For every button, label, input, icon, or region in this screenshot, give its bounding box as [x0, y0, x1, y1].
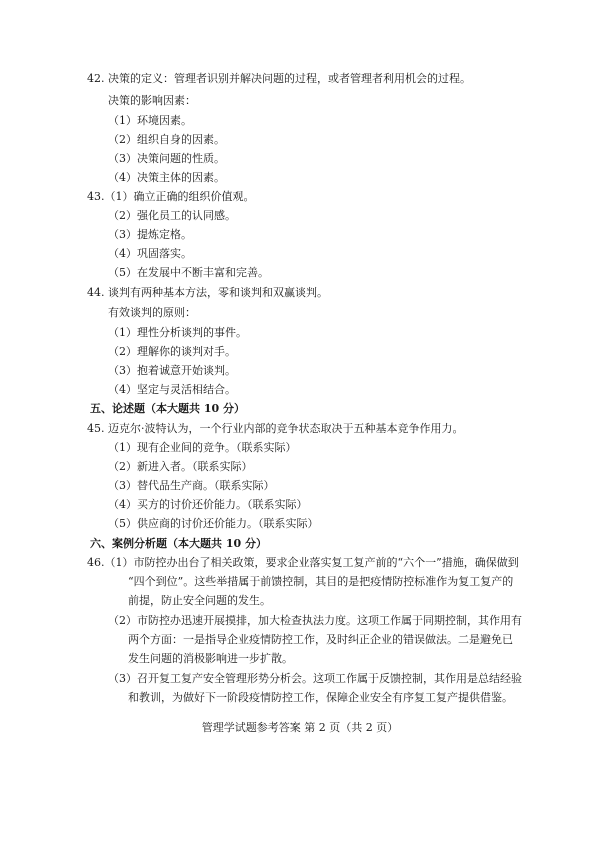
answer-46-continuation: “四个到位”。这些举措属于前馈控制，其目的是把疫情防控标准作为复工复产的 — [128, 575, 514, 588]
answer-46-continuation: 前提，防止安全问题的发生。 — [128, 594, 271, 607]
answer-46-line: 46.（1）市防控办出台了相关政策，要求企业落实复工复产前的“六个一”措施，确保做到 — [87, 556, 519, 569]
answer-45-item: （1）现有企业间的竞争。（联系实际） — [108, 441, 297, 454]
answer-43-line: 43.（1）确立正确的组织价值观。 — [87, 190, 255, 203]
answer-43-item: （4）巩固落实。 — [108, 247, 192, 260]
answer-46-item: （3）召开复工复产安全管理形势分析会。这项工作属于反馈控制，其作用是总结经验 — [108, 672, 522, 685]
answer-42-item: （4）决策主体的因素。 — [108, 171, 225, 184]
answer-46-continuation: 两个方面：一是指导企业疫情防控工作，及时纠正企业的错误做法。二是避免已 — [128, 633, 513, 646]
answer-43-item: （3）提炼定格。 — [108, 228, 192, 241]
answer-44-item: （4）坚定与灵活相结合。 — [108, 383, 236, 396]
answer-46-continuation: 和教训，为做好下一阶段疫情防控工作，保障企业安全有序复工复产提供借鉴。 — [128, 691, 513, 704]
section-heading-essay: 五、论述题（本大题共 10 分） — [90, 402, 245, 415]
answer-42-line: 42. 决策的定义：管理者识别并解决问题的过程，或者管理者利用机会的过程。 — [87, 72, 471, 85]
answer-44-item: （2）理解你的谈判对手。 — [108, 345, 236, 358]
answer-44-item: （3）抱着诚意开始谈判。 — [108, 364, 236, 377]
answer-46-continuation: 发生问题的消极影响进一步扩散。 — [128, 652, 293, 665]
section-heading-case: 六、案例分析题（本大题共 10 分） — [90, 537, 267, 550]
answer-45-item: （4）买方的讨价还价能力。（联系实际） — [108, 498, 308, 511]
answer-42-subtitle: 决策的影响因素： — [108, 94, 196, 107]
answer-42-item: （3）决策问题的性质。 — [108, 152, 225, 165]
answer-44-item: （1）理性分析谈判的事件。 — [108, 326, 247, 339]
answer-43-item: （2）强化员工的认同感。 — [108, 209, 236, 222]
answer-45-item: （3）替代品生产商。（联系实际） — [108, 479, 275, 492]
page-footer: 管理学试题参考答案 第 2 页（共 2 页） — [201, 721, 399, 734]
answer-43-item: （5）在发展中不断丰富和完善。 — [108, 266, 269, 279]
answer-44-subtitle: 有效谈判的原则： — [108, 306, 196, 319]
answer-45-item: （2）新进入者。（联系实际） — [108, 460, 253, 473]
answer-45-line: 45. 迈克尔·波特认为，一个行业内部的竞争状态取决于五种基本竞争作用力。 — [87, 422, 464, 435]
answer-45-item: （5）供应商的讨价还价能力。（联系实际） — [108, 517, 319, 530]
answer-42-item: （1）环境因素。 — [108, 114, 192, 127]
answer-46-item: （2）市防控办迅速开展摸排，加大检查执法力度。这项工作属于同期控制，其作用有 — [108, 614, 522, 627]
answer-42-item: （2）组织自身的因素。 — [108, 133, 225, 146]
answer-44-line: 44. 谈判有两种基本方法，零和谈判和双赢谈判。 — [87, 286, 328, 299]
